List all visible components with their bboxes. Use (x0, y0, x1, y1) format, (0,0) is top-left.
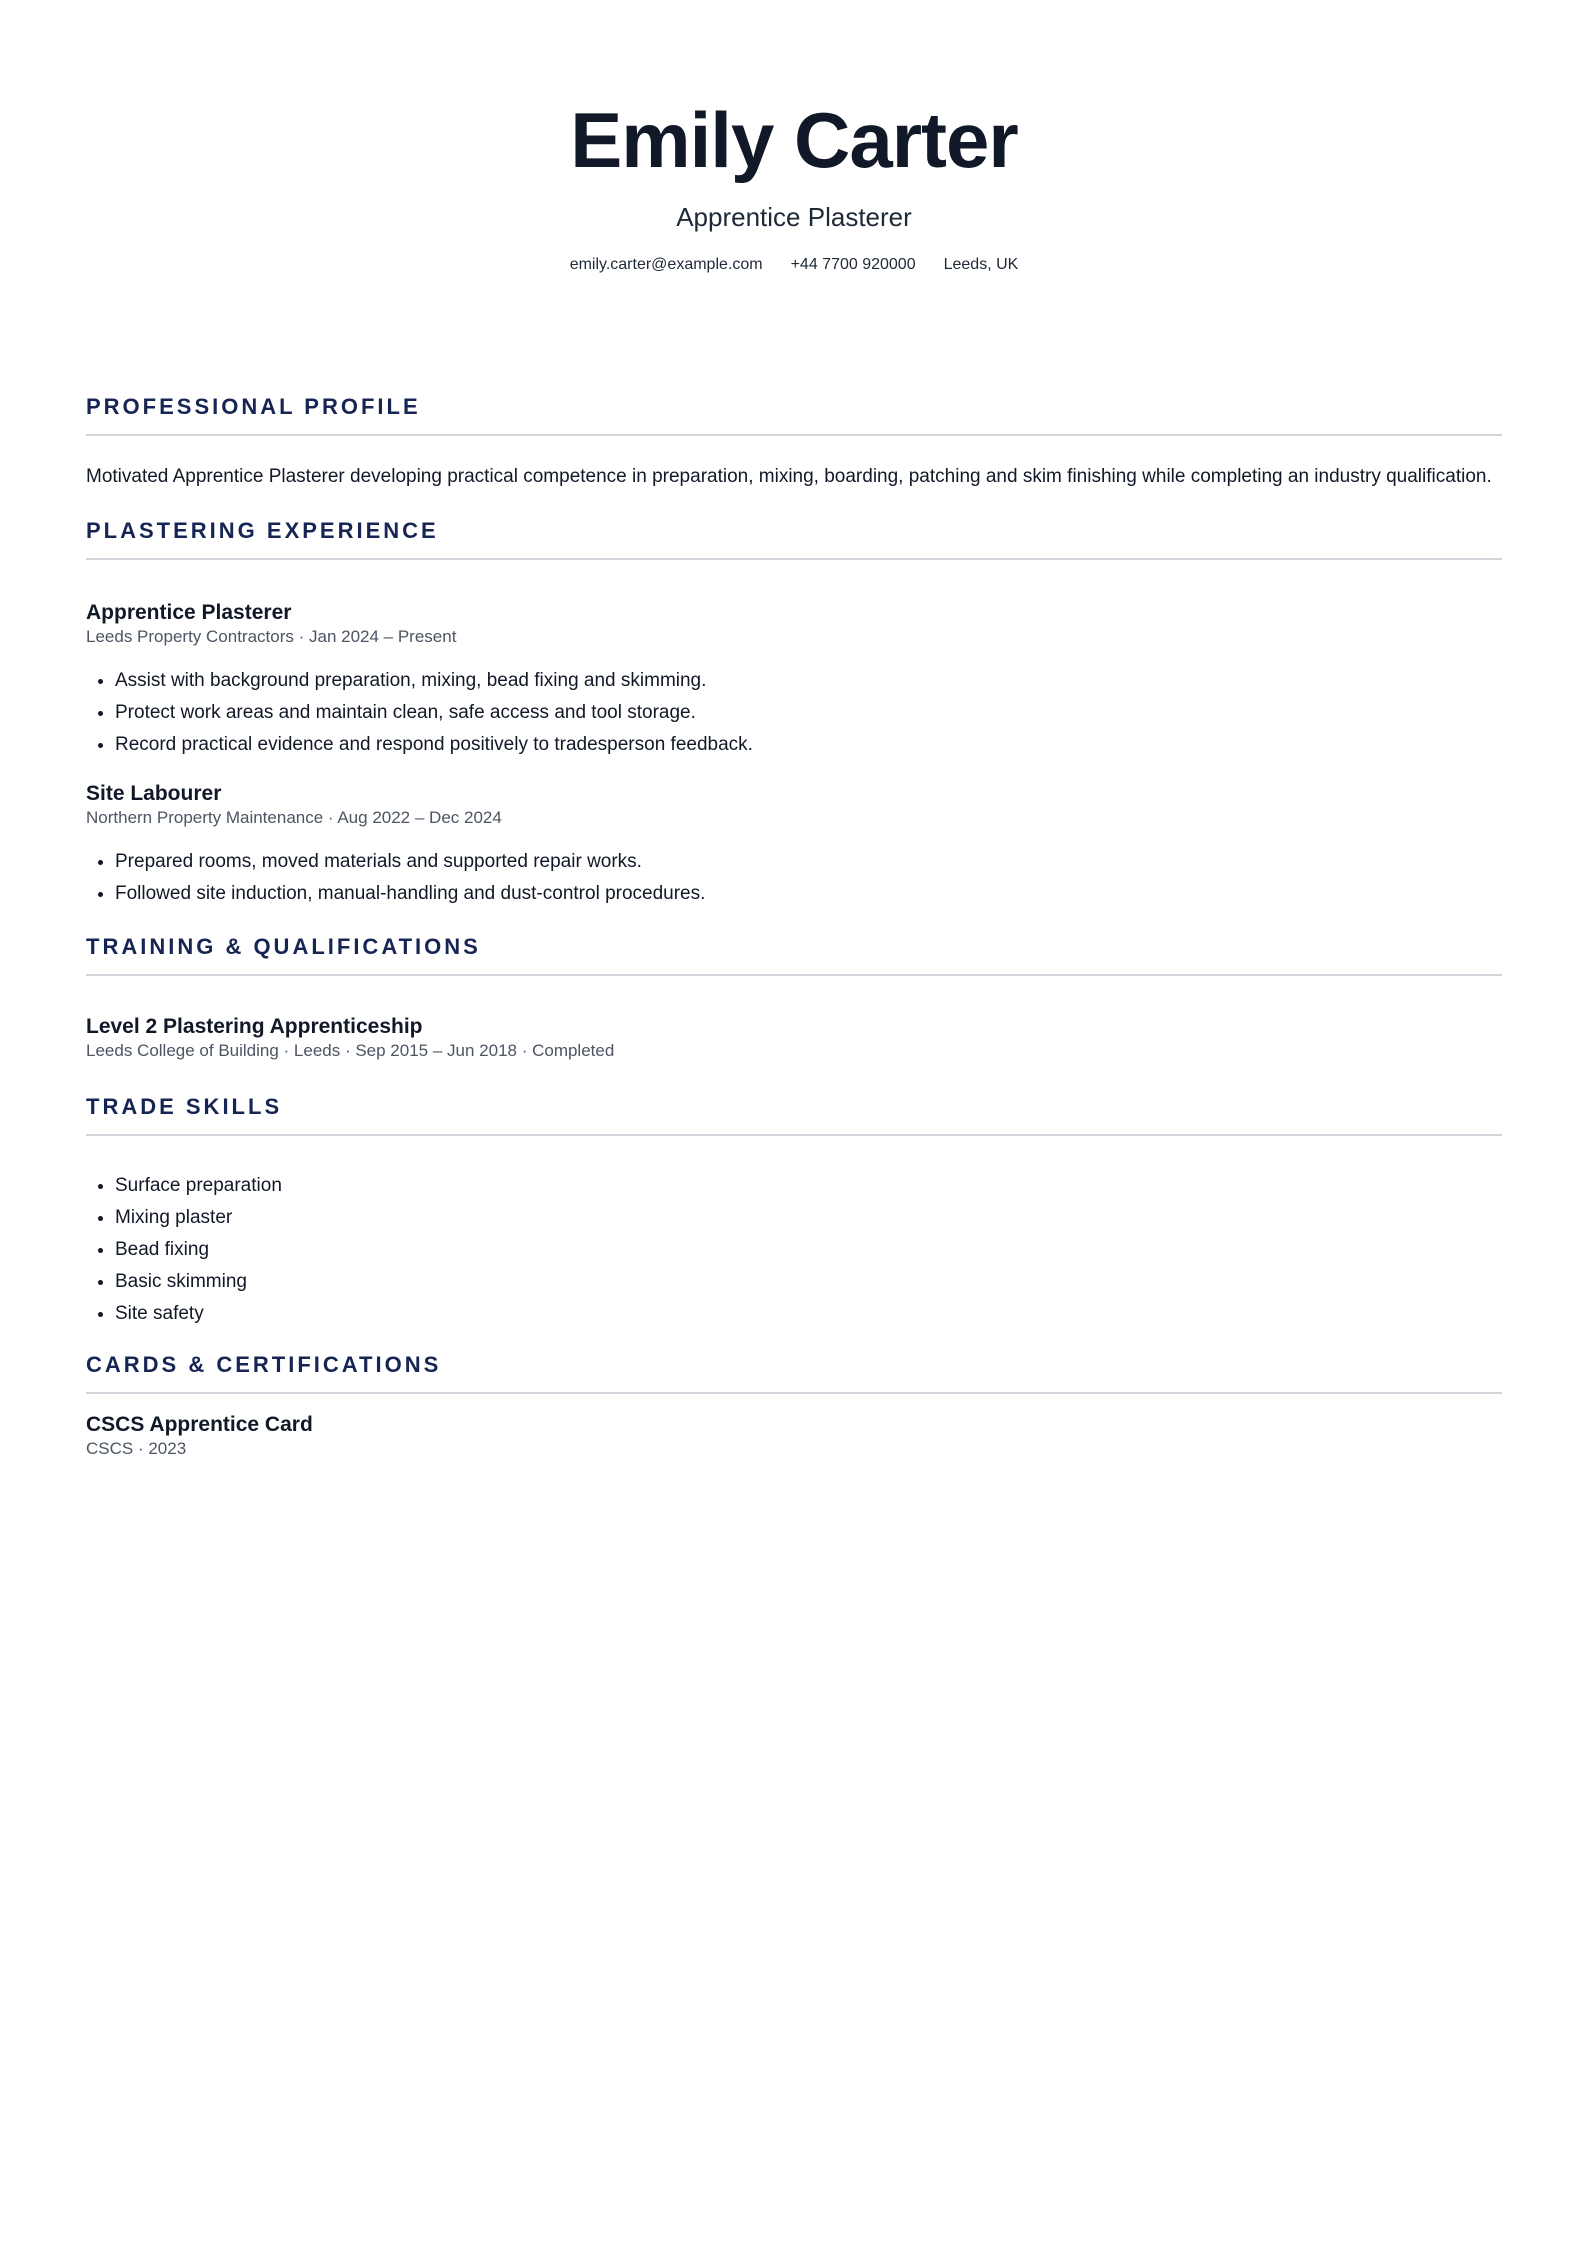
contact-email: emily.carter@example.com (569, 256, 763, 273)
job-bullets (86, 846, 1502, 910)
section-profile (86, 392, 1502, 490)
job-bullet: • Assist with background preparation, mixing, bead fixing and skimming. (115, 665, 1502, 697)
job-entry-meta: Leeds Property Contractors · Jan 2024 – Present (86, 627, 457, 646)
job-entry-title: Site Labourer (86, 782, 222, 805)
training-entry-meta: Leeds College of Building · Leeds · Sep 2015 – Jun 2018 · Completed (86, 1041, 615, 1060)
contact-location: Leeds, UK (943, 256, 1019, 273)
job-entry-title: Apprentice Plasterer (86, 601, 292, 624)
section-heading-profile: PROFESSIONAL PROFILE (86, 392, 1502, 436)
contact-phone: +44 7700 920000 (790, 256, 916, 273)
skill-item: • Site safety (115, 1298, 1502, 1330)
job-bullet: • Followed site induction, manual-handling and dust-control procedures. (115, 878, 1502, 910)
training-entry-title: Level 2 Plastering Apprenticeship (86, 1015, 423, 1038)
skills-list (86, 1170, 1502, 1330)
certification-meta: CSCS · 2023 (86, 1439, 187, 1458)
experience-entry (86, 600, 1502, 761)
job-bullets (86, 665, 1502, 761)
job-bullet: • Record practical evidence and respond positively to tradesperson feedback. (115, 729, 1502, 761)
section-heading-skills: TRADE SKILLS (86, 1092, 1502, 1136)
section-heading-training: TRAINING & QUALIFICATIONS (86, 932, 1502, 976)
section-skills (86, 1092, 1502, 1330)
section-training (86, 932, 1502, 1062)
resume-header (86, 0, 1502, 276)
section-heading-certifications: CARDS & CERTIFICATIONS (86, 1350, 1502, 1394)
section-certifications (86, 1350, 1502, 1460)
certification-title: CSCS Apprentice Card (86, 1413, 313, 1436)
skill-item: • Bead fixing (115, 1234, 1502, 1266)
skill-item: • Mixing plaster (115, 1202, 1502, 1234)
experience-entry (86, 781, 1502, 910)
training-entry (86, 1014, 1502, 1062)
job-bullet: • Prepared rooms, moved materials and supported repair works. (115, 846, 1502, 878)
section-heading-experience: PLASTERING EXPERIENCE (86, 516, 1502, 560)
skill-item: • Surface preparation (115, 1170, 1502, 1202)
contact-line (86, 254, 1502, 276)
job-entry-meta: Northern Property Maintenance · Aug 2022 – Dec 2024 (86, 808, 502, 827)
section-experience (86, 516, 1502, 910)
profile-summary: Motivated Apprentice Plasterer developing practical competence in preparation, mixing, boarding, patching and skim finishing while completing an industry qualification. (86, 466, 1492, 487)
certification-entry (86, 1412, 1502, 1460)
job-title: Apprentice Plasterer (676, 202, 912, 232)
candidate-name: Emily Carter (570, 96, 1018, 184)
skill-item: • Basic skimming (115, 1266, 1502, 1298)
job-bullet: • Protect work areas and maintain clean, safe access and tool storage. (115, 697, 1502, 729)
